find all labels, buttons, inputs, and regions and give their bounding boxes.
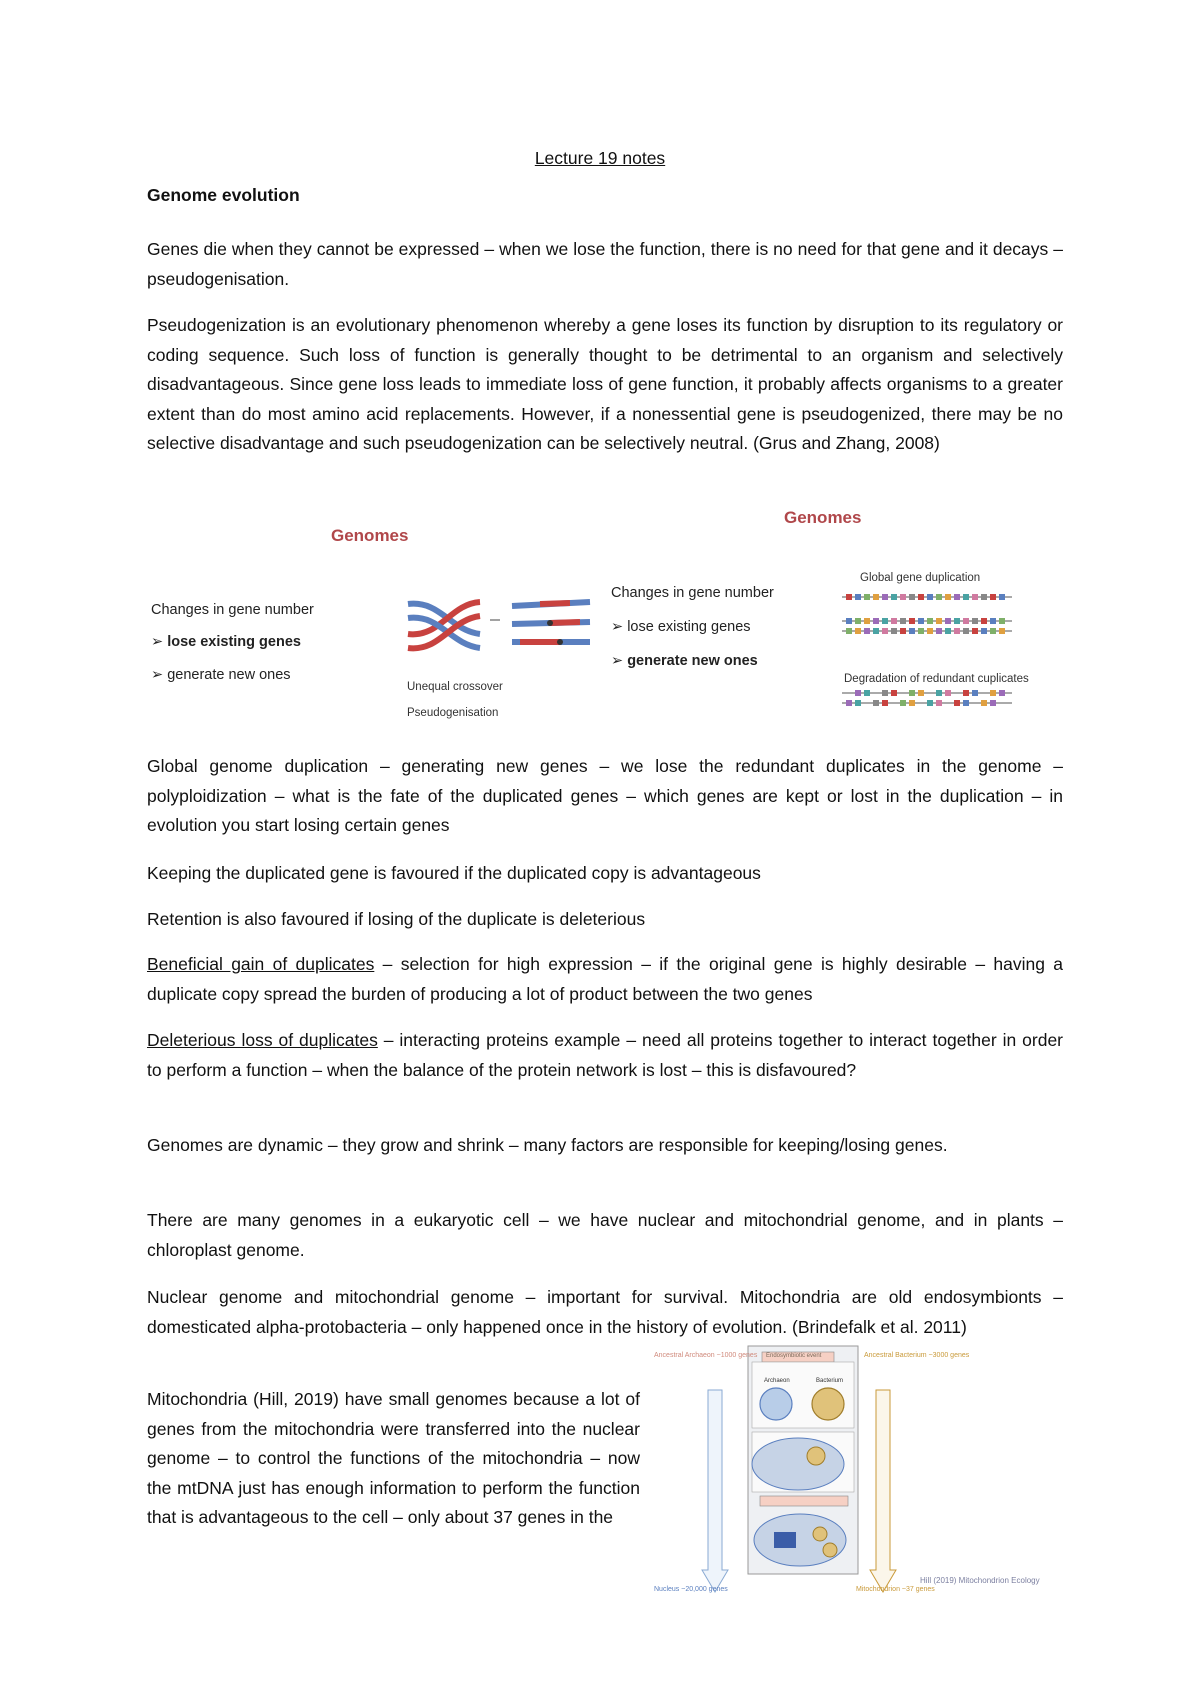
gene-square xyxy=(990,700,996,706)
paragraph-10: Nuclear genome and mitochondrial genome – important for survival. Mitochondria are old endosymbionts – domesticated alpha-protobacteria – only happened once in the history of evolution. (Brindefalk et al. 2011) xyxy=(147,1287,1063,1337)
gene-square xyxy=(909,628,915,634)
paragraph-2: Pseudogenization is an evolutionary phenomenon whereby a gene loses its function by disruption to its regulatory or coding sequence. Such loss of function is generally thought to be detrimental to an organism and selectively disadvantageous. Since gene loss leads to immediate loss of gene function, it probably affects organisms to a greater extent than do most amino acid replacements. However, if a nonessential gene is pseudogenized, there may be no selective disadvantage and such pseudogenization can be selectively neutral. (Grus and Zhang, 2008) xyxy=(147,315,1063,453)
paragraph-5: Retention is also favoured if losing of the duplicate is deleterious xyxy=(147,909,646,929)
gene-square xyxy=(936,700,942,706)
paragraph-7: Deleterious loss of duplicates – interacting proteins example – need all proteins together to interact together in order to perform a function – when the balance of the protein network is lost – this is disfavoured? xyxy=(147,1030,1064,1080)
gene-square xyxy=(900,618,906,624)
gene-square xyxy=(846,618,852,624)
gene-square xyxy=(882,690,888,696)
gene-square xyxy=(945,690,951,696)
gene-square xyxy=(882,618,888,624)
gene-square xyxy=(891,594,897,600)
gene-square xyxy=(918,594,924,600)
gene-square xyxy=(918,690,924,696)
gene-square xyxy=(864,618,870,624)
arrow-bullet-icon: ➢ xyxy=(611,653,628,669)
gene-square xyxy=(981,628,987,634)
gene-square xyxy=(918,618,924,624)
gene-square xyxy=(999,690,1005,696)
arrow-bullet-icon: ➢ xyxy=(611,619,628,635)
page-title: Lecture 19 notes xyxy=(534,148,666,168)
mito-credit: Hill (2019) Mitochondrion Ecology xyxy=(920,1576,1040,1585)
gene-square xyxy=(900,700,906,706)
gene-square xyxy=(936,618,942,624)
mito-bacterium: Bacterium xyxy=(816,1378,844,1384)
gene-square xyxy=(882,628,888,634)
gene-square xyxy=(846,700,852,706)
paragraph-1: Genes die when they cannot be expressed – when we lose the function, there is no need for that gene and it decays – pseudogenisation. xyxy=(147,239,1063,289)
gene-square xyxy=(963,690,969,696)
gene-square xyxy=(927,594,933,600)
gene-square xyxy=(954,628,960,634)
figure-mitochondria xyxy=(654,1340,1060,1610)
gene-square xyxy=(990,618,996,624)
unequal-crossover-diagram xyxy=(400,590,600,670)
gene-square xyxy=(945,594,951,600)
gene-square xyxy=(963,628,969,634)
gene-square xyxy=(936,628,942,634)
gene-square xyxy=(873,700,879,706)
figure-right-item-1: ➢ lose existing genes xyxy=(611,619,751,635)
gene-square xyxy=(882,700,888,706)
mito-label-left-top: Ancestral Archaeon ~1000 genes xyxy=(654,1352,758,1359)
gene-square xyxy=(972,690,978,696)
figure-right-label-top: Global gene duplication xyxy=(860,572,981,584)
gene-square xyxy=(945,628,951,634)
gene-square xyxy=(891,618,897,624)
gene-square xyxy=(990,690,996,696)
figure-left-item-1: ➢ lose existing genes xyxy=(151,634,301,650)
arrow-bullet-icon: ➢ xyxy=(151,667,168,683)
gene-square xyxy=(936,690,942,696)
gene-square xyxy=(999,628,1005,634)
gene-square xyxy=(855,700,861,706)
gene-square xyxy=(927,628,933,634)
gene-square xyxy=(855,594,861,600)
gene-square xyxy=(981,700,987,706)
deleterious-loss-label: Deleterious loss of duplicates xyxy=(147,1030,378,1050)
paragraph-3: Global genome duplication – generating new genes – we lose the redundant duplicates in the genome – polyploidization – what is the fate of the duplicated genes – which genes are kept or lost in the duplication – in evolution you start losing certain genes xyxy=(147,756,1063,835)
gene-square xyxy=(855,628,861,634)
gene-square xyxy=(990,628,996,634)
gene-square xyxy=(882,594,888,600)
gene-duplication-diagram xyxy=(842,590,1022,710)
gene-square xyxy=(855,690,861,696)
gene-square xyxy=(864,628,870,634)
gene-square xyxy=(864,594,870,600)
paragraph-6: Beneficial gain of duplicates – selection for high expression – if the original gene is highly desirable – having a duplicate copy spread the burden of producing a lot of product between the two genes xyxy=(147,954,1063,1004)
figure-left-caption-2: Pseudogenisation xyxy=(407,707,499,719)
paragraph-8: Genomes are dynamic – they grow and shrink – many factors are responsible for keeping/losing genes. xyxy=(147,1135,948,1155)
figure-right-title: Genomes xyxy=(784,508,862,527)
gene-square xyxy=(936,594,942,600)
figure-left-title: Genomes xyxy=(331,526,409,545)
paragraph-4: Keeping the duplicated gene is favoured if the duplicated copy is advantageous xyxy=(147,863,761,883)
gene-square xyxy=(963,618,969,624)
figure-left-heading: Changes in gene number xyxy=(151,602,314,618)
gene-square xyxy=(927,700,933,706)
gene-square xyxy=(909,618,915,624)
gene-square xyxy=(900,594,906,600)
gene-square xyxy=(891,690,897,696)
beneficial-gain-label: Beneficial gain of duplicates xyxy=(147,954,375,974)
gene-square xyxy=(954,618,960,624)
mito-label-right-top: Ancestral Bacterium ~3000 genes xyxy=(864,1352,970,1359)
gene-square xyxy=(846,628,852,634)
mito-label-right-bottom: Mitochondrion ~37 genes xyxy=(856,1586,935,1593)
gene-square xyxy=(891,628,897,634)
mitochondria-diagram xyxy=(670,1340,1060,1610)
gene-square xyxy=(972,618,978,624)
gene-square xyxy=(981,594,987,600)
gene-square xyxy=(963,594,969,600)
gene-square xyxy=(909,700,915,706)
gene-square xyxy=(963,700,969,706)
gene-square xyxy=(972,628,978,634)
gene-square xyxy=(873,628,879,634)
gene-square xyxy=(972,594,978,600)
gene-square xyxy=(927,618,933,624)
arrow-bullet-icon: ➢ xyxy=(151,634,168,650)
paragraph-9: There are many genomes in a eukaryotic cell – we have nuclear and mitochondrial genome, and in plants – chloroplast genome. xyxy=(147,1210,1063,1260)
mito-label-left-bottom: Nucleus ~20,000 genes xyxy=(654,1586,728,1593)
gene-square xyxy=(990,594,996,600)
gene-square xyxy=(909,690,915,696)
figure-left-caption-1: Unequal crossover xyxy=(407,681,503,693)
gene-square xyxy=(981,618,987,624)
figure-right-heading: Changes in gene number xyxy=(611,585,774,601)
gene-square xyxy=(864,690,870,696)
gene-square xyxy=(999,618,1005,624)
figure-left-item-2: ➢ generate new ones xyxy=(151,667,291,683)
mito-archaeon: Archaeon xyxy=(764,1378,790,1384)
gene-square xyxy=(873,594,879,600)
gene-square xyxy=(900,628,906,634)
figure-right-label-bottom: Degradation of redundant cuplicates xyxy=(844,673,1029,685)
gene-square xyxy=(918,628,924,634)
gene-square xyxy=(846,594,852,600)
mito-box-title: Endosymbiotic event xyxy=(766,1353,822,1359)
paragraph-11: Mitochondria (Hill, 2019) have small genomes because a lot of genes from the mitochondria were transferred into the nuclear genome – to control the functions of the mitochondria – now the mtDNA just has enough information to perform the function that is advantageous to the cell – only about 37 genes in the xyxy=(147,1389,640,1527)
gene-square xyxy=(999,594,1005,600)
gene-square xyxy=(909,594,915,600)
gene-square xyxy=(873,618,879,624)
gene-square xyxy=(945,618,951,624)
gene-square xyxy=(855,618,861,624)
gene-square xyxy=(954,700,960,706)
gene-square xyxy=(954,594,960,600)
figure-right-item-2: ➢ generate new ones xyxy=(611,653,758,669)
section-heading: Genome evolution xyxy=(147,185,300,205)
